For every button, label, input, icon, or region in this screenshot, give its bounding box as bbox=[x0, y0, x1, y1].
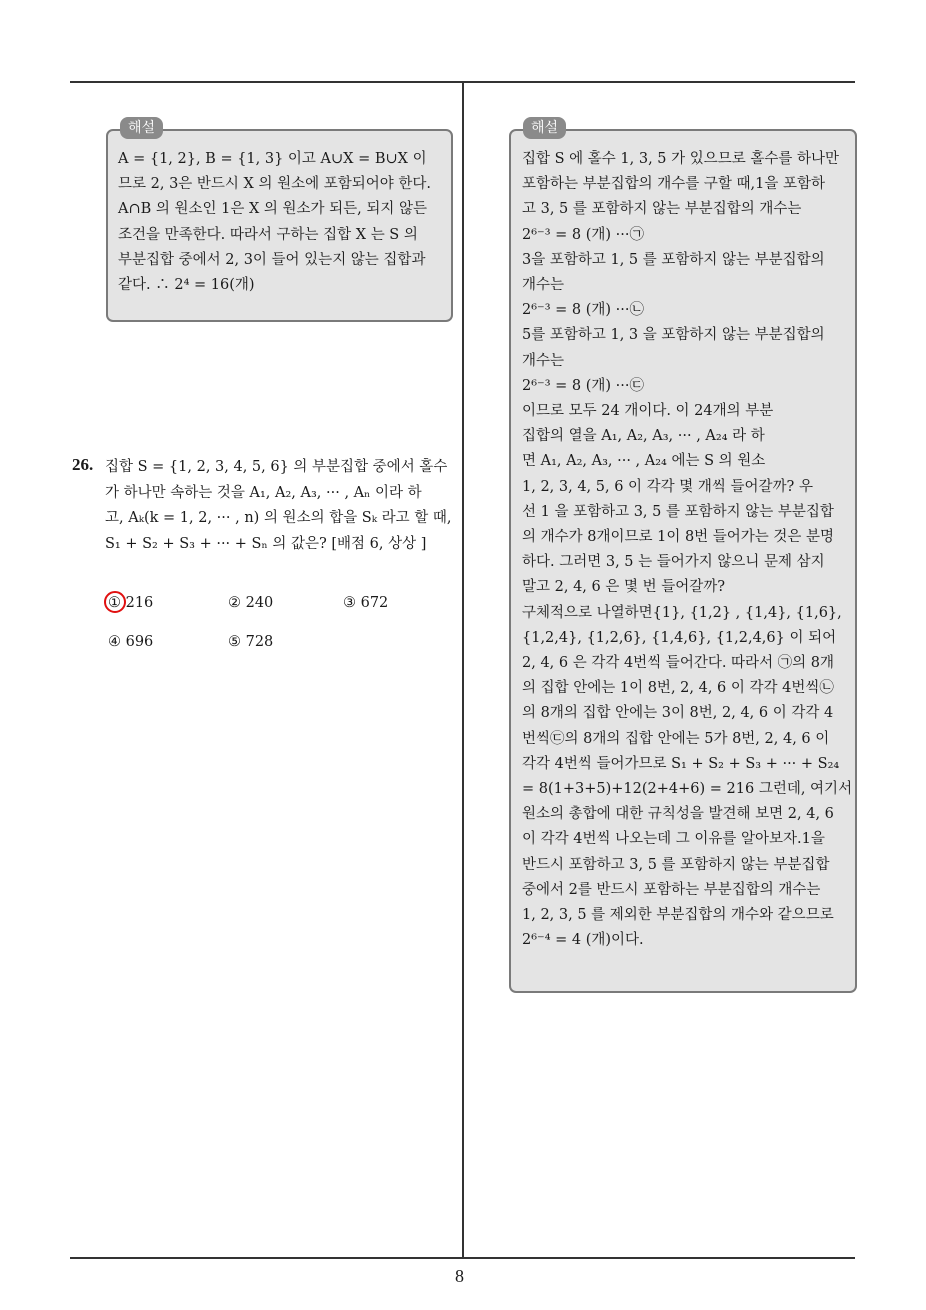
bottom-rule bbox=[70, 1257, 855, 1259]
column-divider bbox=[462, 82, 464, 1258]
text-line: 번씩㉢의 8개의 집합 안에는 5가 8번, 2, 4, 6 이 bbox=[522, 730, 830, 747]
text-line: 5를 포함하고 1, 3 을 포함하지 않는 부분집합의 bbox=[522, 327, 825, 344]
text-line: 집합 S = {1, 2, 3, 4, 5, 6} 의 부분집합 중에서 홀수 bbox=[105, 459, 448, 475]
text-line: 반드시 포함하고 3, 5 를 포함하지 않는 부분집합 bbox=[522, 856, 830, 873]
text-line: 의 개수가 8개이므로 1이 8번 들어가는 것은 분명 bbox=[522, 529, 835, 546]
choice-4[interactable]: ④ 696 bbox=[108, 634, 154, 650]
text-line: 포함하는 부분집합의 개수를 구할 때,1을 포함하 bbox=[522, 176, 826, 193]
text-line: 므로 2, 3은 반드시 X 의 원소에 포함되어야 한다. bbox=[118, 176, 431, 193]
choice-5[interactable]: ⑤ 728 bbox=[228, 634, 274, 650]
text-line: 고 3, 5 를 포함하지 않는 부분집합의 개수는 bbox=[522, 201, 802, 218]
text-line: 집합 S 에 홀수 1, 3, 5 가 있으므로 홀수를 하나만 bbox=[522, 151, 840, 167]
text-line: 가 하나만 속하는 것을 A₁, A₂, A₃, ··· , Aₙ 이라 하 bbox=[105, 484, 422, 501]
text-line: 말고 2, 4, 6 은 몇 번 들어갈까? bbox=[522, 579, 725, 596]
text-line: 2⁶⁻⁴ = 4 (개)이다. bbox=[522, 932, 644, 949]
text-line: S₁ + S₂ + S₃ + ··· + Sₙ 의 값은? [배점 6, 상상 ] bbox=[105, 535, 427, 552]
answer-mark-circle bbox=[104, 591, 126, 613]
question-number: 26. bbox=[72, 455, 94, 474]
choice-1[interactable]: ① 216 bbox=[108, 595, 154, 611]
text-line: 중에서 2를 반드시 포함하는 부분집합의 개수는 bbox=[522, 881, 821, 898]
page-number: 8 bbox=[455, 1266, 464, 1286]
text-line: 3을 포함하고 1, 5 를 포함하지 않는 부분집합의 bbox=[522, 251, 825, 268]
text-line: 부분집합 중에서 2, 3이 들어 있는지 않는 집합과 bbox=[118, 251, 426, 268]
text-line: 이 각각 4번씩 나오는데 그 이유를 알아보자.1을 bbox=[522, 831, 825, 848]
text-line: 2⁶⁻³ = 8 (개) ···㉡ bbox=[522, 302, 644, 319]
choice-3[interactable]: ③ 672 bbox=[343, 595, 389, 611]
text-line: = 8(1+3+5)+12(2+4+6) = 216 그런데, 여기서 bbox=[522, 781, 853, 798]
text-line: 1, 2, 3, 4, 5, 6 이 각각 몇 개씩 들어갈까? 우 bbox=[522, 478, 813, 495]
right-explanation-text bbox=[522, 147, 852, 954]
text-line: 하다. 그러면 3, 5 는 들어가지 않으니 문제 삼지 bbox=[522, 554, 825, 571]
text-line: 2, 4, 6 은 각각 4번씩 들어간다. 따라서 ㉠의 8개 bbox=[522, 655, 835, 672]
text-line: 조건을 만족한다. 따라서 구하는 집합 X 는 S 의 bbox=[118, 226, 418, 243]
text-line: 이므로 모두 24 개이다. 이 24개의 부분 bbox=[522, 403, 774, 420]
text-line: 1, 2, 3, 5 를 제외한 부분집합의 개수와 같으므로 bbox=[522, 907, 834, 924]
text-line: A = {1, 2}, B = {1, 3} 이고 A∪X = B∪X 이 bbox=[118, 151, 427, 167]
text-line: 2⁶⁻³ = 8 (개) ···㉠ bbox=[522, 226, 644, 243]
text-line: 고, Aₖ(k = 1, 2, ··· , n) 의 원소의 합을 Sₖ 라고 할 때, bbox=[105, 510, 452, 526]
choice-2[interactable]: ② 240 bbox=[228, 595, 274, 611]
text-line: 구체적으로 나열하면{1}, {1,2} , {1,4}, {1,6}, bbox=[522, 604, 842, 621]
left-explanation-text bbox=[118, 147, 431, 298]
text-line: 개수는 bbox=[522, 352, 565, 369]
text-line: 같다. ∴ 2⁴ = 16(개) bbox=[118, 277, 255, 294]
text-line: 집합의 열을 A₁, A₂, A₃, ··· , A₂₄ 라 하 bbox=[522, 428, 765, 445]
text-line: 선 1 을 포함하고 3, 5 를 포함하지 않는 부분집합 bbox=[522, 503, 834, 520]
text-line: 각각 4번씩 들어가므로 S₁ + S₂ + S₃ + ··· + S₂₄ bbox=[522, 755, 840, 772]
text-line: 의 집합 안에는 1이 8번, 2, 4, 6 이 각각 4번씩㉡ bbox=[522, 680, 834, 697]
question-text bbox=[105, 455, 452, 557]
text-line: 의 8개의 집합 안에는 3이 8번, 2, 4, 6 이 각각 4 bbox=[522, 705, 834, 722]
text-line: 개수는 bbox=[522, 277, 565, 294]
text-line: {1,2,4}, {1,2,6}, {1,4,6}, {1,2,4,6} 이 되어 bbox=[522, 629, 837, 646]
left-explanation-tab: 해설 bbox=[120, 117, 163, 139]
text-line: 2⁶⁻³ = 8 (개) ···㉢ bbox=[522, 377, 644, 394]
text-line: A∩B 의 원소인 1은 X 의 원소가 되든, 되지 않든 bbox=[118, 201, 428, 218]
right-explanation-tab: 해설 bbox=[523, 117, 566, 139]
text-line: 면 A₁, A₂, A₃, ··· , A₂₄ 에는 S 의 원소 bbox=[522, 453, 766, 470]
text-line: 원소의 총합에 대한 규칙성을 발견해 보면 2, 4, 6 bbox=[522, 806, 834, 823]
